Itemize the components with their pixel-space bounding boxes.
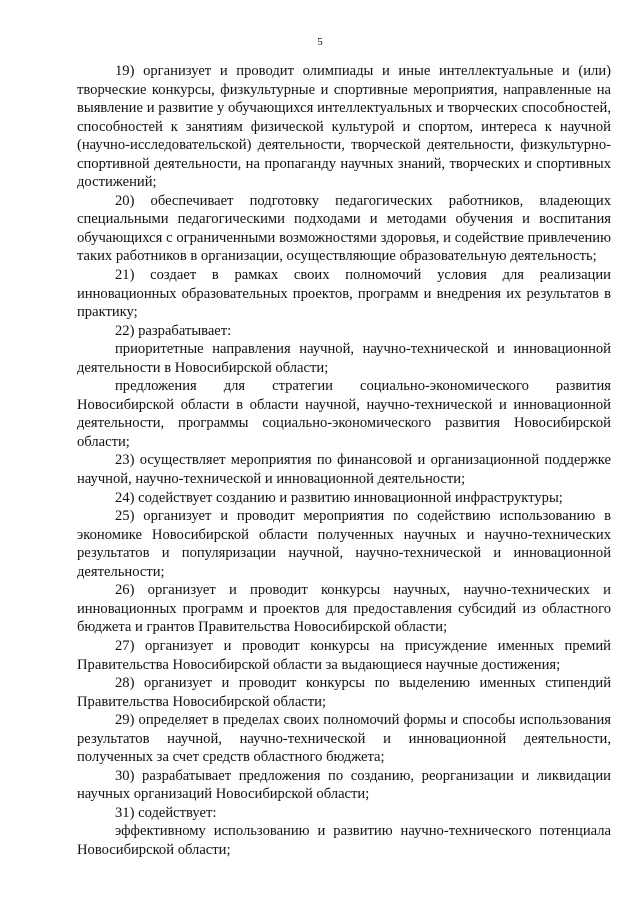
paragraph-item-28: 28) организует и проводит конкурсы по выделению именных стипендий Правительства Новосибирской области; xyxy=(77,675,611,710)
paragraph-item-24: 24) содействует созданию и развитию инновационной инфраструктуры; xyxy=(115,489,563,506)
paragraph-item-20: 20) обеспечивает подготовку педагогических работников, владеющих специальными педагогическими подходами и методами обучения и воспитания обучающихся с ограниченными возможностями здоровья, и содействие привлечению таких работников в организации, осуществляющие образовательную деятельность; xyxy=(77,192,611,265)
paragraph-item-26: 26) организует и проводит конкурсы научных, научно-технических и инновационных программ и проектов для предоставления субсидий из областного бюджета и грантов Правительства Новосибирской области; xyxy=(77,582,611,636)
paragraph-item-22-priority-directions: приоритетные направления научной, научно-технической и инновационной деятельности в Новосибирской области; xyxy=(77,341,611,376)
paragraph-item-22: 22) разрабатывает: xyxy=(115,322,232,339)
paragraph-item-23: 23) осуществляет мероприятия по финансовой и организационной поддержке научной, научно-технической и инновационной деятельности; xyxy=(77,452,611,488)
document-body xyxy=(77,62,611,860)
paragraph-item-31: 31) содействует: xyxy=(115,804,217,821)
paragraph-item-22-strategy-proposals: предложения для стратегии социально-экономического развития Новосибирской области в области научной, научно-технической и инновационной деятельности, программы социально-экономического развития Новосибирской области; xyxy=(77,378,611,450)
paragraph-item-29: 29) определяет в пределах своих полномочий формы и способы использования результатов научной, научно-технической и инновационной деятельности, полученных за счет средств областного бюджета; xyxy=(77,712,611,766)
paragraph-item-25: 25) организует и проводит мероприятия по содействию использованию в экономике Новосибирской области полученных научных и научно-технических результатов и популяризации научной, научно-технической и инновационной деятельности; xyxy=(77,508,611,580)
paragraph-item-21: 21) создает в рамках своих полномочий условия для реализации инновационных образовательных проектов, программ и внедрения их результатов в практику; xyxy=(77,267,611,321)
paragraph-item-19: 19) организует и проводит олимпиады и иные интеллектуальные и (или) творческие конкурсы, физкультурные и спортивные мероприятия, направленные на выявление и развитие у обучающихся интеллектуальных и творческих способностей, способностей к занятиям физической культурой и спортом, интереса к научной (научно-исследовательской) деятельности, творческой деятельности, физкультурно-спортивной деятельности, на пропаганду научных знаний, творческих и спортивных достижений; xyxy=(77,63,611,191)
paragraph-item-30: 30) разрабатывает предложения по созданию, реорганизации и ликвидации научных организаций Новосибирской области; xyxy=(77,767,611,803)
paragraph-item-31-scientific-potential: эффективному использованию и развитию научно-технического потенциала Новосибирской области; xyxy=(77,823,611,858)
page-number: 5 xyxy=(317,36,323,48)
paragraph-item-27: 27) организует и проводит конкурсы на присуждение именных премий Правительства Новосибирской области за выдающиеся научные достижения; xyxy=(77,637,611,673)
